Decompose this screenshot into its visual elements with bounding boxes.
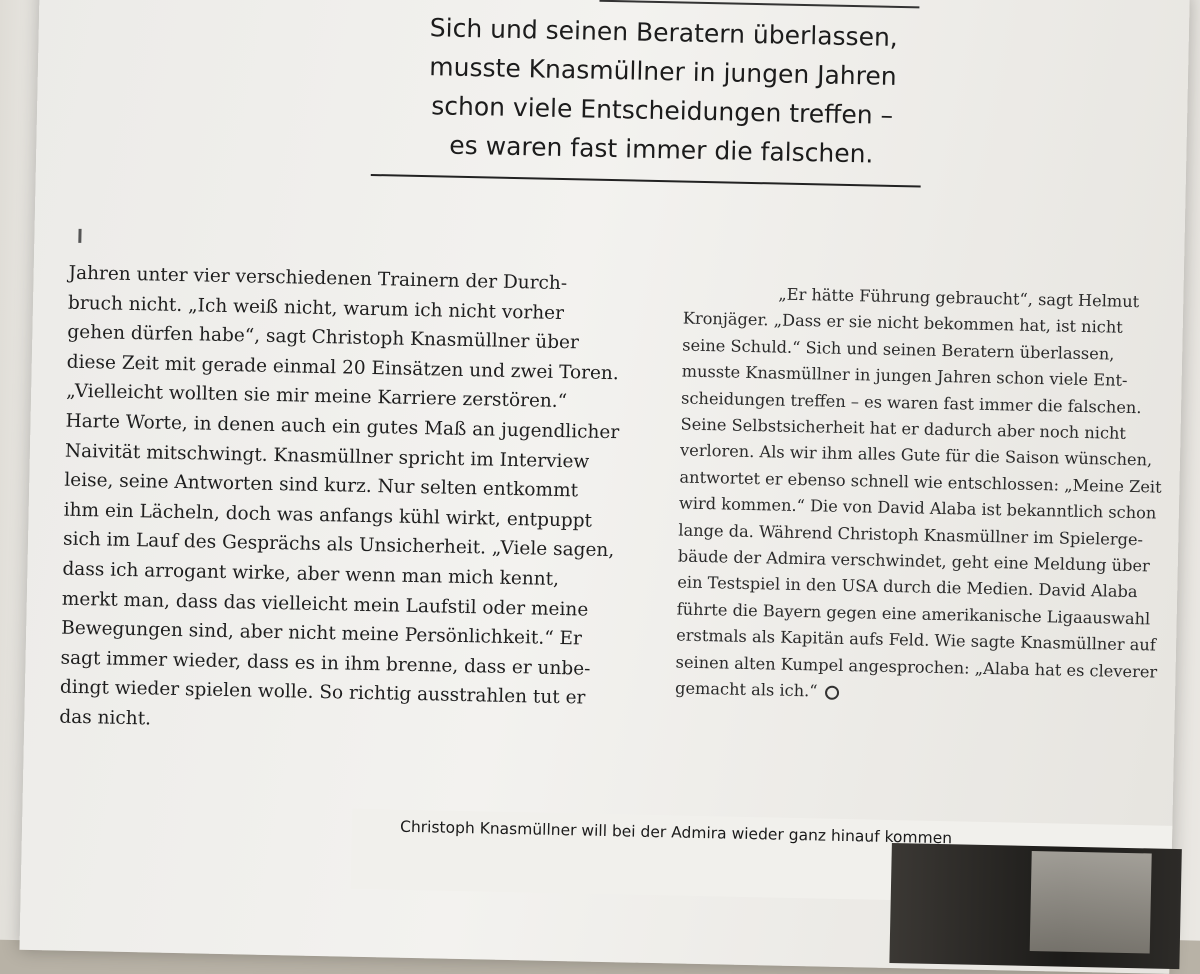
text-line: dingt wieder spielen wolle. So richtig ausstrahlen tut er xyxy=(59,676,586,709)
text-line: Kronjäger. „Dass er sie nicht bekommen hat, ist nicht xyxy=(682,308,1123,338)
text-line: sagt immer wieder, dass es in ihm brenne, dass er unbe- xyxy=(60,647,591,680)
text-line: ein Testspiel in den USA durch die Medien. David Alaba xyxy=(677,572,1138,602)
text-line: dass ich arrogant wirke, aber wenn man mich kennt, xyxy=(62,558,560,590)
text-line: seinen alten Kumpel angesprochen: „Alaba hat es cleverer xyxy=(675,652,1158,682)
end-of-article-icon xyxy=(825,685,839,699)
left-text-column xyxy=(59,259,669,745)
text-line: Jahren unter vier verschiedenen Trainern der Durch- xyxy=(68,262,568,295)
text-line: bruch nicht. „Ich weiß nicht, warum ich nicht vorher xyxy=(67,292,565,324)
text-line: „Er hätte Führung gebraucht“, sagt Helmut xyxy=(778,284,1140,312)
photo-highlight xyxy=(1030,851,1152,953)
text-line: bäude der Admira verschwindet, geht eine Meldung über xyxy=(677,546,1150,576)
pull-quote-line: es waren fast immer die falschen. xyxy=(449,130,874,169)
pull-quote-top-rule xyxy=(599,0,919,8)
pull-quote-line: schon viele Entscheidungen treffen – xyxy=(430,91,894,130)
text-line: führte die Bayern gegen eine amerikanische Ligaauswahl xyxy=(676,599,1151,629)
text-line: gehen dürfen habe“, sagt Christoph Knasmüllner über xyxy=(67,321,580,354)
text-line: musste Knasmüllner in jungen Jahren schon viele Ent- xyxy=(681,361,1128,391)
text-line: Bewegungen sind, aber nicht meine Persönlichkeit.“ Er xyxy=(61,617,583,650)
text-line: merkt man, dass das vielleicht mein Laufstil oder meine xyxy=(61,588,589,621)
text-line: das nicht. xyxy=(59,706,152,730)
text-line: „Vielleicht wollten sie mir meine Karriere zerstören.“ xyxy=(65,381,568,413)
text-line: Harte Worte, in denen auch ein gutes Maß an jugendlicher xyxy=(65,410,620,444)
pull-quote xyxy=(401,8,924,175)
pull-quote-line: musste Knasmüllner in jungen Jahren xyxy=(429,52,897,91)
text-line: sich im Lauf des Gesprächs als Unsicherheit. „Viele sagen, xyxy=(62,528,615,562)
photo-caption: Christoph Knasmüllner will bei der Admira wieder ganz hinauf kommen xyxy=(399,817,953,848)
text-line: scheidungen treffen – es waren fast immer die falschen. xyxy=(680,388,1142,417)
text-line: verloren. Als wir ihm alles Gute für die Saison wünschen, xyxy=(679,440,1153,470)
text-line: antwortet er ebenso schnell wie entschlossen: „Meine Zeit xyxy=(679,467,1162,497)
text-line: lange da. Während Christoph Knasmüllner im Spielerge- xyxy=(678,520,1144,549)
margin-mark xyxy=(78,229,81,243)
pull-quote-bottom-rule xyxy=(371,174,921,188)
text-line: gemacht als ich.“ xyxy=(674,678,818,701)
text-line: diese Zeit mit gerade einmal 20 Einsätzen und zwei Toren. xyxy=(66,351,619,384)
text-line: wird kommen.“ Die von David Alaba ist bekanntlich schon xyxy=(678,493,1157,523)
text-line: leise, seine Antworten sind kurz. Nur selten entkommt xyxy=(64,469,579,502)
text-line: ihm ein Lächeln, doch was anfangs kühl wirkt, entpuppt xyxy=(63,499,593,532)
text-line: Seine Selbstsicherheit hat er dadurch aber noch nicht xyxy=(680,414,1127,443)
text-line: erstmals als Kapitän aufs Feld. Wie sagte Knasmüllner auf xyxy=(676,625,1157,655)
text-line: seine Schuld.“ Sich und seinen Beratern überlassen, xyxy=(682,335,1115,364)
text-line: Naivität mitschwingt. Knasmüllner spricht im Interview xyxy=(64,440,590,473)
pull-quote-line: Sich und seinen Beratern überlassen, xyxy=(429,13,899,52)
magazine-page xyxy=(19,0,1189,974)
right-text-column xyxy=(674,280,1162,712)
